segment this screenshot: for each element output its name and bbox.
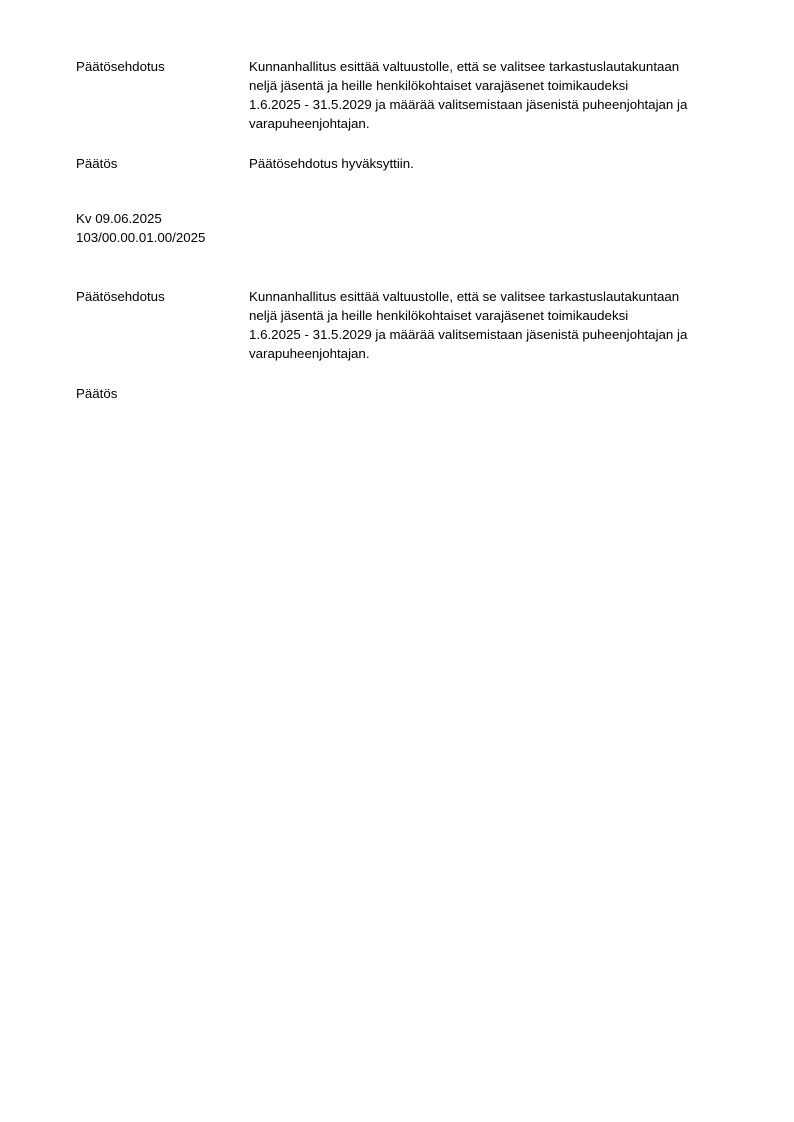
proposal-line: 1.6.2025 - 31.5.2029 ja määrää valitsemistaan jäsenistä puheenjohtajan ja [249, 97, 688, 112]
proposal-line: neljä jäsentä ja heille henkilökohtaiset varajäsenet toimikaudeksi [249, 78, 629, 93]
decision-text: Päätösehdotus hyväksyttiin. [249, 156, 414, 171]
decision-label: Päätös [76, 156, 118, 171]
meeting-reference [76, 209, 205, 247]
proposal-line: varapuheenjohtajan. [249, 346, 370, 361]
proposal-label: Päätösehdotus [76, 59, 165, 74]
proposal-line: varapuheenjohtajan. [249, 116, 370, 131]
proposal-line: Kunnanhallitus esittää valtuustolle, että se valitsee tarkastuslautakuntaan [249, 289, 680, 304]
proposal-label: Päätösehdotus [76, 289, 165, 304]
proposal-text [249, 57, 741, 133]
meeting-date: Kv 09.06.2025 [76, 211, 162, 226]
decision-label: Päätös [76, 386, 118, 401]
case-number: 103/00.00.01.00/2025 [76, 230, 206, 245]
proposal-line: 1.6.2025 - 31.5.2029 ja määrää valitsemistaan jäsenistä puheenjohtajan ja [249, 327, 688, 342]
proposal-text [249, 287, 741, 363]
proposal-line: neljä jäsentä ja heille henkilökohtaiset varajäsenet toimikaudeksi [249, 308, 629, 323]
proposal-line: Kunnanhallitus esittää valtuustolle, että se valitsee tarkastuslautakuntaan [249, 59, 680, 74]
